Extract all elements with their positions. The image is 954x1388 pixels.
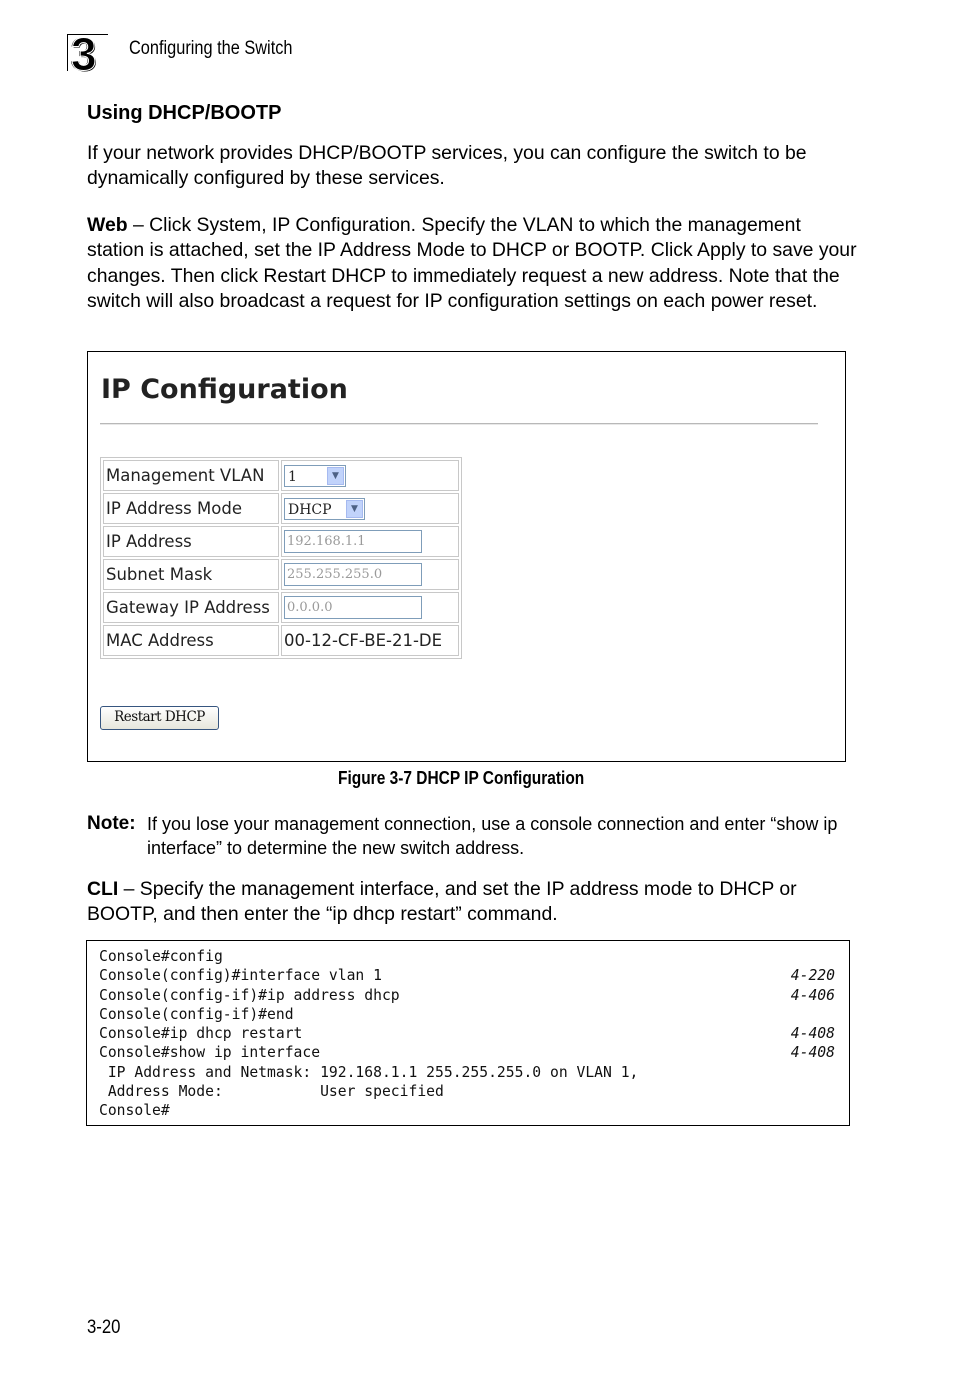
chapter-number-badge (67, 28, 108, 80)
gateway-ip-label: Gateway IP Address (103, 592, 279, 623)
table-row (103, 460, 459, 491)
code-line: Console# (99, 1102, 170, 1119)
ip-address-input[interactable]: 192.168.1.1 (284, 530, 422, 553)
ip-configuration-table (100, 457, 462, 659)
code-line: Address Mode: User specified (99, 1083, 444, 1100)
table-row (103, 559, 459, 590)
subnet-mask-cell (281, 559, 459, 590)
gateway-ip-input[interactable]: 0.0.0.0 (284, 596, 422, 619)
chevron-down-icon[interactable]: ▼ (327, 467, 344, 485)
management-vlan-label: Management VLAN (103, 460, 279, 491)
table-row (103, 592, 459, 623)
chevron-down-icon[interactable]: ▼ (346, 500, 363, 518)
ip-address-label: IP Address (103, 526, 279, 557)
subnet-mask-input[interactable]: 255.255.255.0 (284, 563, 422, 586)
cli-text: – Specify the management interface, and set the IP address mode to DHCP or BOOTP, and then enter the “ip dhcp restart” command. (87, 878, 797, 926)
note-label: Note: (87, 813, 136, 834)
ip-address-mode-select[interactable] (284, 498, 365, 520)
management-vlan-cell (281, 460, 459, 491)
management-vlan-value: 1 (288, 468, 297, 485)
web-text: – Click System, IP Configuration. Specify the VLAN to which the management station is attached, set the IP Address Mode to DHCP or BOOTP. Click Apply to save your changes. Then click Restart DHCP to immediately request a new address. Note that the switch will also broadcast a request for IP configuration settings on each power reset. (87, 214, 857, 313)
code-reference: 4-220 (790, 967, 835, 984)
mac-address-label: MAC Address (103, 625, 279, 656)
figure-caption: Figure 3-7 DHCP IP Configuration (338, 768, 585, 788)
panel-title: IP Configuration (101, 374, 348, 405)
cli-code-listing (86, 940, 850, 1126)
table-row (103, 526, 459, 557)
section-title: Using DHCP/BOOTP (87, 102, 282, 124)
note-text: If you lose your management connection, use a console connection and enter “show ip interface” to determine the new switch address. (147, 814, 838, 858)
code-reference: 4-408 (790, 1044, 835, 1061)
cli-paragraph (87, 877, 857, 928)
mac-address-value: 00-12-CF-BE-21-DE (281, 625, 459, 656)
restart-dhcp-button[interactable]: Restart DHCP (100, 706, 219, 730)
web-label: Web (87, 214, 128, 236)
ip-address-mode-label: IP Address Mode (103, 493, 279, 524)
gateway-ip-cell (281, 592, 459, 623)
subnet-mask-label: Subnet Mask (103, 559, 279, 590)
code-line: Console(config-if)#end (99, 1006, 294, 1023)
code-line: Console(config)#interface vlan 1 (99, 967, 382, 984)
web-paragraph (87, 213, 857, 315)
code-reference: 4-408 (790, 1025, 835, 1042)
ip-address-cell (281, 526, 459, 557)
cli-label: CLI (87, 878, 119, 900)
code-line: Console#show ip interface (99, 1044, 321, 1061)
code-line: IP Address and Netmask: 192.168.1.1 255.255.255.0 on VLAN 1, (99, 1064, 639, 1081)
chapter-number: 3 (71, 28, 97, 80)
ip-address-mode-cell (281, 493, 459, 524)
code-line: Console#ip dhcp restart (99, 1025, 303, 1042)
code-line: Console(config-if)#ip address dhcp (99, 987, 400, 1004)
page-number: 3-20 (87, 1317, 121, 1338)
intro-paragraph: If your network provides DHCP/BOOTP services, you can configure the switch to be dynamically configured by these services. (87, 142, 807, 190)
management-vlan-select[interactable] (284, 465, 346, 487)
table-row (103, 625, 459, 656)
ip-address-mode-value: DHCP (288, 501, 332, 518)
title-divider (100, 423, 818, 425)
table-row (103, 493, 459, 524)
ip-configuration-figure (87, 351, 846, 762)
code-reference: 4-406 (790, 987, 835, 1004)
running-title: Configuring the Switch (129, 38, 293, 59)
code-line: Console#config (99, 948, 223, 965)
